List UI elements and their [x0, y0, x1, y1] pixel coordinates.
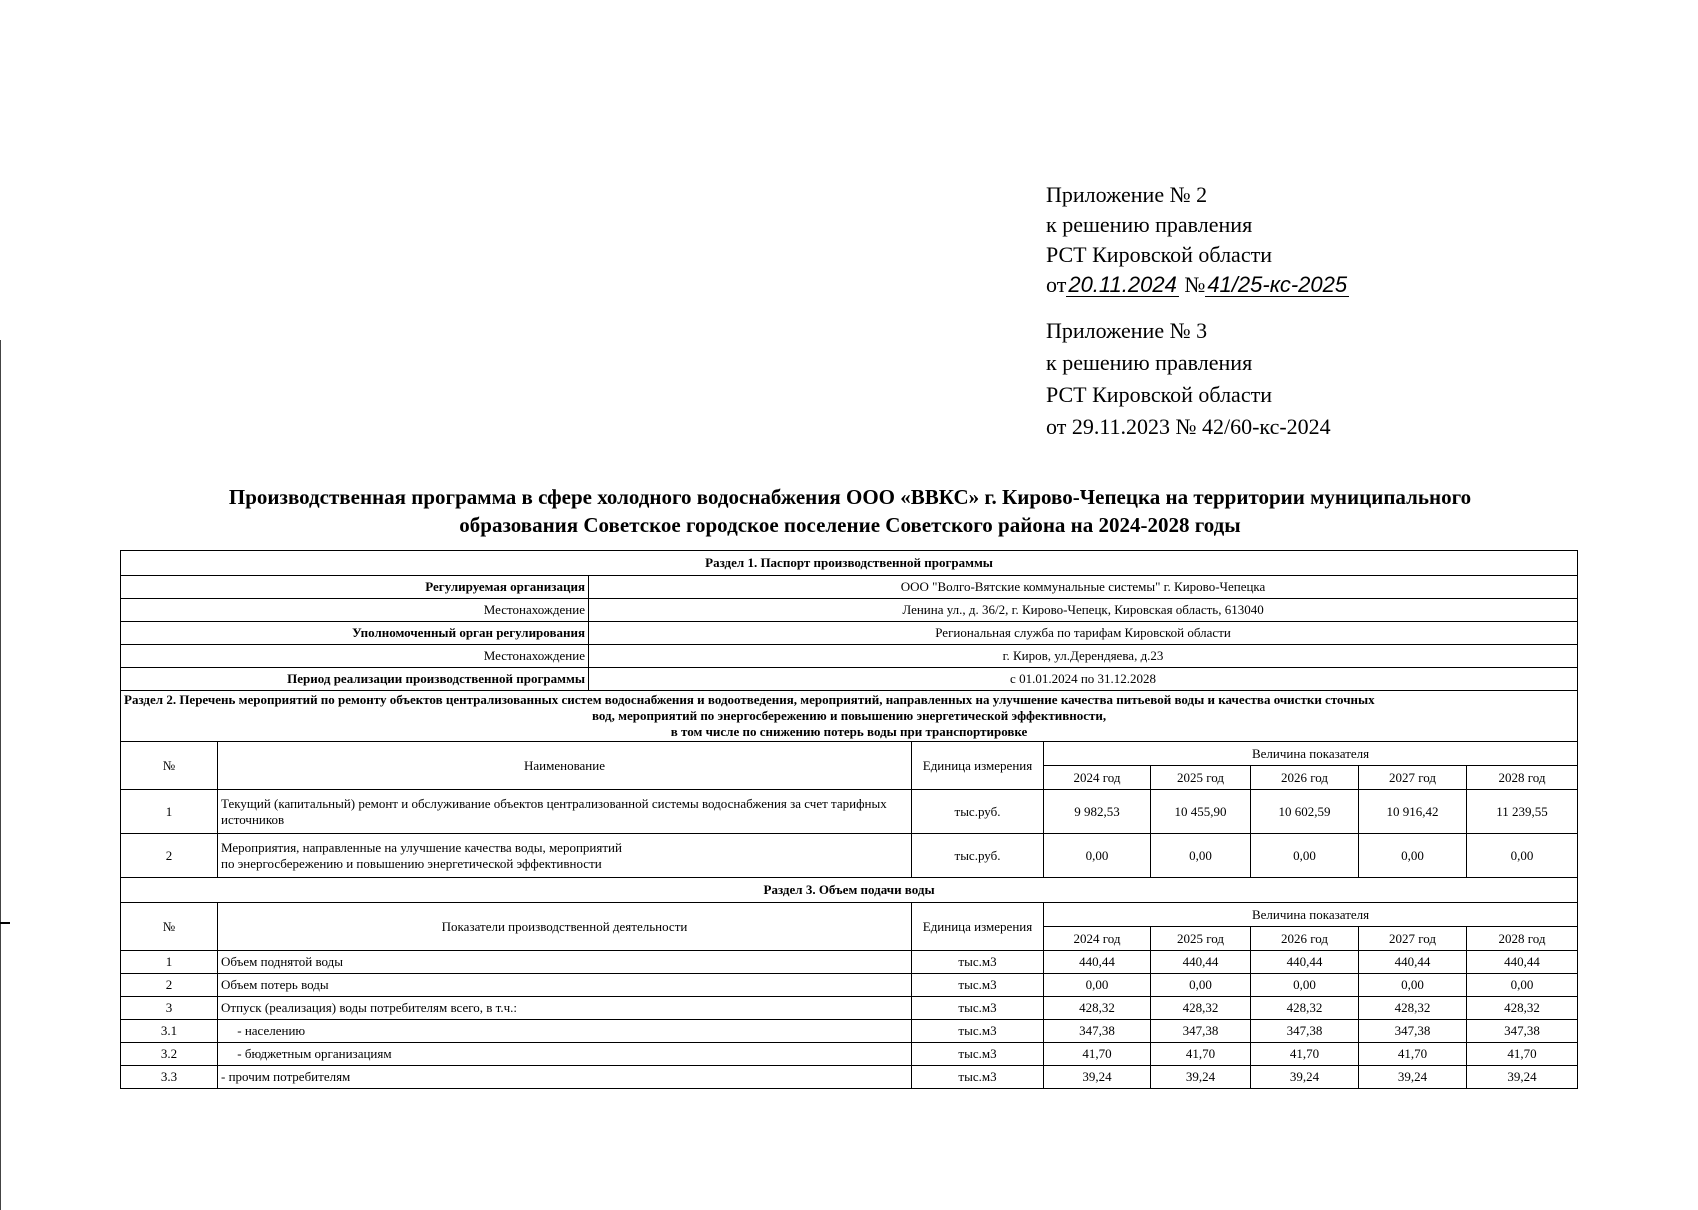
- appendix-old-line4: от 29.11.2023 № 42/60-кс-2024: [1046, 414, 1331, 439]
- row-name: - населению: [218, 1020, 912, 1043]
- section1-value: Ленина ул., д. 36/2, г. Кирово-Чепецк, Кировская область, 613040: [589, 599, 1578, 622]
- section1-label: Регулируемая организация: [121, 576, 589, 599]
- section1-label: Местонахождение: [121, 645, 589, 668]
- row-value: 0,00: [1151, 974, 1251, 997]
- row-no: 3: [121, 997, 218, 1020]
- row-name: - бюджетным организациям: [218, 1043, 912, 1066]
- section1-row: [121, 645, 1578, 668]
- row-value: 39,24: [1044, 1066, 1151, 1089]
- year-header: 2028 год: [1467, 927, 1578, 951]
- row-value: 347,38: [1251, 1020, 1359, 1043]
- col-no: №: [121, 742, 218, 790]
- table-row: [121, 1043, 1578, 1066]
- document-title-line2: образования Советское городское поселение Советского района на 2024-2028 годы: [459, 513, 1241, 537]
- row-value: 0,00: [1467, 834, 1578, 878]
- section1-value: с 01.01.2024 по 31.12.2028: [589, 668, 1578, 691]
- row-value: 41,70: [1151, 1043, 1251, 1066]
- row-value: 9 982,53: [1044, 790, 1151, 834]
- row-value: 11 239,55: [1467, 790, 1578, 834]
- row-unit: тыс.м3: [912, 1020, 1044, 1043]
- row-value: 39,24: [1151, 1066, 1251, 1089]
- year-header: 2026 год: [1251, 766, 1359, 790]
- row-no: 3.3: [121, 1066, 218, 1089]
- section1-value: ООО "Волго-Вятские коммунальные системы" г. Кирово-Чепецка: [589, 576, 1578, 599]
- col-value: Величина показателя: [1044, 903, 1578, 927]
- row-unit: тыс.м3: [912, 1066, 1044, 1089]
- row-value: 39,24: [1359, 1066, 1467, 1089]
- row-no: 1: [121, 951, 218, 974]
- table-row: [121, 951, 1578, 974]
- year-header: 2025 год: [1151, 766, 1251, 790]
- section1-label: Местонахождение: [121, 599, 589, 622]
- row-value: 41,70: [1044, 1043, 1151, 1066]
- section1-heading: Раздел 1. Паспорт производственной программы: [121, 551, 1578, 576]
- appendix-old: [1046, 315, 1331, 443]
- year-header: 2024 год: [1044, 766, 1151, 790]
- section2-heading-line1: Раздел 2. Перечень мероприятий по ремонту объектов централизованных систем водоснабжения и водоотведения, мероприятий, направленных на улучшение качества питьевой воды и качества очистки сточных: [124, 692, 1375, 707]
- appendix-old-line1: Приложение № 3: [1046, 318, 1208, 343]
- section1-row: [121, 668, 1578, 691]
- appendix-old-line3: РСТ Кировской области: [1046, 382, 1272, 407]
- row-name-line1: Мероприятия, направленные на улучшение качества воды, мероприятий: [221, 839, 622, 855]
- section1-value: Региональная служба по тарифам Кировской области: [589, 622, 1578, 645]
- row-value: 0,00: [1044, 834, 1151, 878]
- row-name: Отпуск (реализация) воды потребителям всего, в т.ч.:: [218, 997, 912, 1020]
- row-value: 347,38: [1151, 1020, 1251, 1043]
- col-value: Величина показателя: [1044, 742, 1578, 766]
- row-name: [218, 834, 912, 878]
- row-value: 0,00: [1251, 974, 1359, 997]
- handwritten-date: 20.11.2024: [1068, 272, 1177, 297]
- section3-header-row: [121, 903, 1578, 927]
- row-unit: тыс.м3: [912, 951, 1044, 974]
- row-unit: тыс.м3: [912, 974, 1044, 997]
- row-no: 1: [121, 790, 218, 834]
- document-title: [120, 483, 1580, 539]
- row-value: 0,00: [1359, 834, 1467, 878]
- row-value: 347,38: [1044, 1020, 1151, 1043]
- row-value: 347,38: [1467, 1020, 1578, 1043]
- row-name: - прочим потребителям: [218, 1066, 912, 1089]
- row-name: Объем поднятой воды: [218, 951, 912, 974]
- row-value: 41,70: [1251, 1043, 1359, 1066]
- row-value: 0,00: [1044, 974, 1151, 997]
- row-value: 428,32: [1151, 997, 1251, 1020]
- row-name: Текущий (капитальный) ремонт и обслуживание объектов централизованной системы водоснабжения за счет тарифных источников: [218, 790, 912, 834]
- row-no: 3.2: [121, 1043, 218, 1066]
- appendix-current-line1: Приложение № 2: [1046, 182, 1208, 207]
- row-value: 10 602,59: [1251, 790, 1359, 834]
- row-value: 10 455,90: [1151, 790, 1251, 834]
- row-value: 440,44: [1151, 951, 1251, 974]
- section1-label: Период реализации производственной программы: [121, 668, 589, 691]
- row-value: 10 916,42: [1359, 790, 1467, 834]
- number-prefix: №: [1184, 272, 1206, 297]
- row-unit: тыс.руб.: [912, 834, 1044, 878]
- section1-row: [121, 599, 1578, 622]
- row-value: 440,44: [1044, 951, 1151, 974]
- program-table: [120, 550, 1578, 1089]
- year-header: 2025 год: [1151, 927, 1251, 951]
- section1-heading-row: [121, 551, 1578, 576]
- row-value: 39,24: [1467, 1066, 1578, 1089]
- section1-value: г. Киров, ул.Дерендяева, д.23: [589, 645, 1578, 668]
- appendix-current-date-line: [1046, 270, 1349, 300]
- row-value: 0,00: [1359, 974, 1467, 997]
- section1-row: [121, 576, 1578, 599]
- row-no: 3.1: [121, 1020, 218, 1043]
- row-value: 0,00: [1251, 834, 1359, 878]
- row-value: 39,24: [1251, 1066, 1359, 1089]
- scan-margin-line: [0, 340, 1, 1210]
- year-header: 2024 год: [1044, 927, 1151, 951]
- row-value: 0,00: [1151, 834, 1251, 878]
- date-prefix: от: [1046, 272, 1067, 297]
- row-no: 2: [121, 974, 218, 997]
- handwritten-number: 41/25-кс-2025: [1207, 272, 1348, 297]
- row-value: 41,70: [1359, 1043, 1467, 1066]
- section3-heading-row: [121, 878, 1578, 903]
- section2-header-row: [121, 742, 1578, 766]
- row-value: 428,32: [1044, 997, 1151, 1020]
- row-value: 440,44: [1467, 951, 1578, 974]
- col-name: Наименование: [218, 742, 912, 790]
- scan-margin-tick: [0, 922, 10, 924]
- year-header: 2027 год: [1359, 927, 1467, 951]
- section2-heading-row: [121, 691, 1578, 742]
- row-value: 41,70: [1467, 1043, 1578, 1066]
- col-no: №: [121, 903, 218, 951]
- table-row: [121, 790, 1578, 834]
- row-no: 2: [121, 834, 218, 878]
- row-value: 440,44: [1251, 951, 1359, 974]
- row-value: 428,32: [1251, 997, 1359, 1020]
- row-value: 0,00: [1467, 974, 1578, 997]
- row-name: Объем потерь воды: [218, 974, 912, 997]
- section1-label: Уполномоченный орган регулирования: [121, 622, 589, 645]
- section2-heading: [121, 691, 1578, 742]
- table-row: [121, 1066, 1578, 1089]
- section2-heading-line3: в том числе по снижению потерь воды при транспортировке: [670, 724, 1028, 739]
- row-unit: тыс.м3: [912, 1043, 1044, 1066]
- col-unit: Единица измерения: [912, 742, 1044, 790]
- appendix-current-line3: РСТ Кировской области: [1046, 242, 1272, 267]
- table-row: [121, 834, 1578, 878]
- row-name-line2: по энергосбережению и повышению энергетической эффективности: [221, 855, 602, 871]
- row-value: 428,32: [1467, 997, 1578, 1020]
- table-row: [121, 974, 1578, 997]
- section2-heading-line2: вод, мероприятий по энергосбережению и повышению энергетической эффективности,: [591, 708, 1107, 723]
- row-value: 428,32: [1359, 997, 1467, 1020]
- year-header: 2027 год: [1359, 766, 1467, 790]
- col-unit: Единица измерения: [912, 903, 1044, 951]
- appendix-current: [1046, 180, 1349, 300]
- year-header: 2026 год: [1251, 927, 1359, 951]
- appendix-old-line2: к решению правления: [1046, 350, 1253, 375]
- table-row: [121, 1020, 1578, 1043]
- row-unit: тыс.руб.: [912, 790, 1044, 834]
- appendix-current-line2: к решению правления: [1046, 212, 1253, 237]
- row-value: 347,38: [1359, 1020, 1467, 1043]
- col-name: Показатели производственной деятельности: [218, 903, 912, 951]
- row-unit: тыс.м3: [912, 997, 1044, 1020]
- section3-heading: Раздел 3. Объем подачи воды: [121, 878, 1578, 903]
- document-title-line1: Производственная программа в сфере холодного водоснабжения ООО «ВВКС» г. Кирово-Чепецка на территории муниципального: [228, 485, 1472, 509]
- row-value: 440,44: [1359, 951, 1467, 974]
- table-row: [121, 997, 1578, 1020]
- year-header: 2028 год: [1467, 766, 1578, 790]
- section1-row: [121, 622, 1578, 645]
